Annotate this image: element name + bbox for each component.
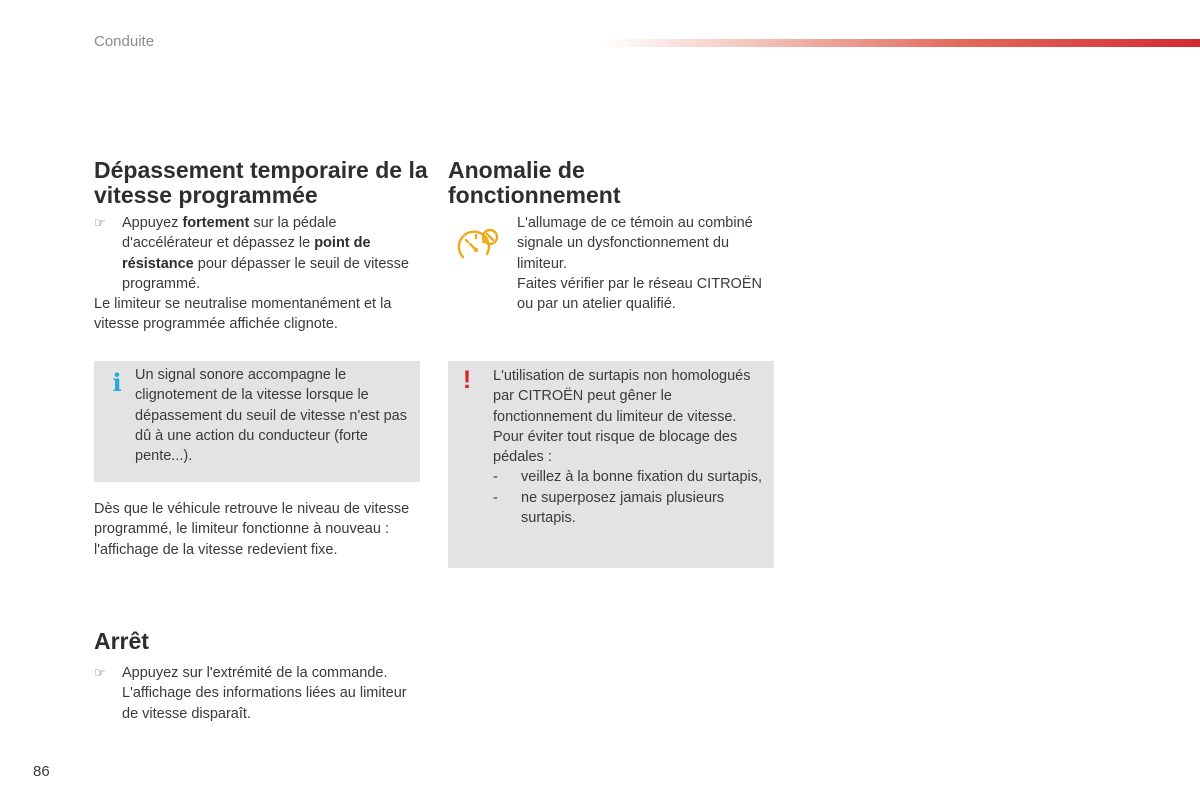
pointing-hand-icon: ☞ bbox=[94, 215, 106, 230]
overspeed-step-text: Appuyez fortement sur la pédale d'accélérateur et dépassez le point de résistance pour dépasser le seuil de vitesse programmé. bbox=[122, 215, 409, 292]
malfunction-title: Anomalie de fonctionnement bbox=[448, 157, 621, 208]
return-paragraph: Dès que le véhicule retrouve le niveau de vitesse programmé, le limiteur fonctionne à nouveau : l'affichage de la vitesse redevient fixe. bbox=[94, 501, 410, 558]
overspeed-step bbox=[94, 213, 414, 294]
stop-title: Arrêt bbox=[94, 628, 149, 654]
stop-step-text: Appuyez sur l'extrémité de la commande. L'affichage des informations liées au limiteur de vitesse disparaît. bbox=[122, 665, 407, 722]
malfunction-text-2: Faites vérifier par le réseau CITROËN ou par un atelier qualifié. bbox=[517, 275, 762, 313]
overspeed-title: Dépassement temporaire de la vitesse programmée bbox=[94, 157, 428, 208]
pointing-hand-icon: ☞ bbox=[94, 665, 106, 680]
header-accent-bar bbox=[600, 39, 1200, 47]
warning-text-1: L'utilisation de surtapis non homologués par CITROËN peut gêner le fonctionnement du limiteur de vitesse. bbox=[493, 368, 751, 425]
warning-icon: ! bbox=[462, 366, 472, 394]
info-box-text: Un signal sonore accompagne le clignotement de la vitesse lorsque le dépassement du seuil de vitesse n'est pas dû à une action du conducteur (forte pente...). bbox=[135, 367, 407, 465]
info-icon: i bbox=[112, 368, 122, 397]
malfunction-text bbox=[517, 213, 777, 314]
stop-step bbox=[94, 663, 414, 724]
page-number: 86 bbox=[33, 763, 50, 780]
section-label: Conduite bbox=[94, 33, 155, 50]
malfunction-text-1: L'allumage de ce témoin au combiné signale un dysfonctionnement du limiteur. bbox=[517, 215, 753, 272]
warning-text-2: Pour éviter tout risque de blocage des pédales : bbox=[493, 428, 738, 466]
overspeed-paragraph: Le limiteur se neutralise momentanément et la vitesse programmée affichée clignote. bbox=[94, 296, 392, 333]
warning-box-text bbox=[493, 366, 771, 528]
speed-limiter-fault-icon bbox=[454, 224, 502, 264]
warning-list-item: - veillez à la bonne fixation du surtapis, bbox=[493, 469, 763, 486]
warning-list-item: - ne superposez jamais plusieurs surtapis. bbox=[493, 489, 725, 527]
